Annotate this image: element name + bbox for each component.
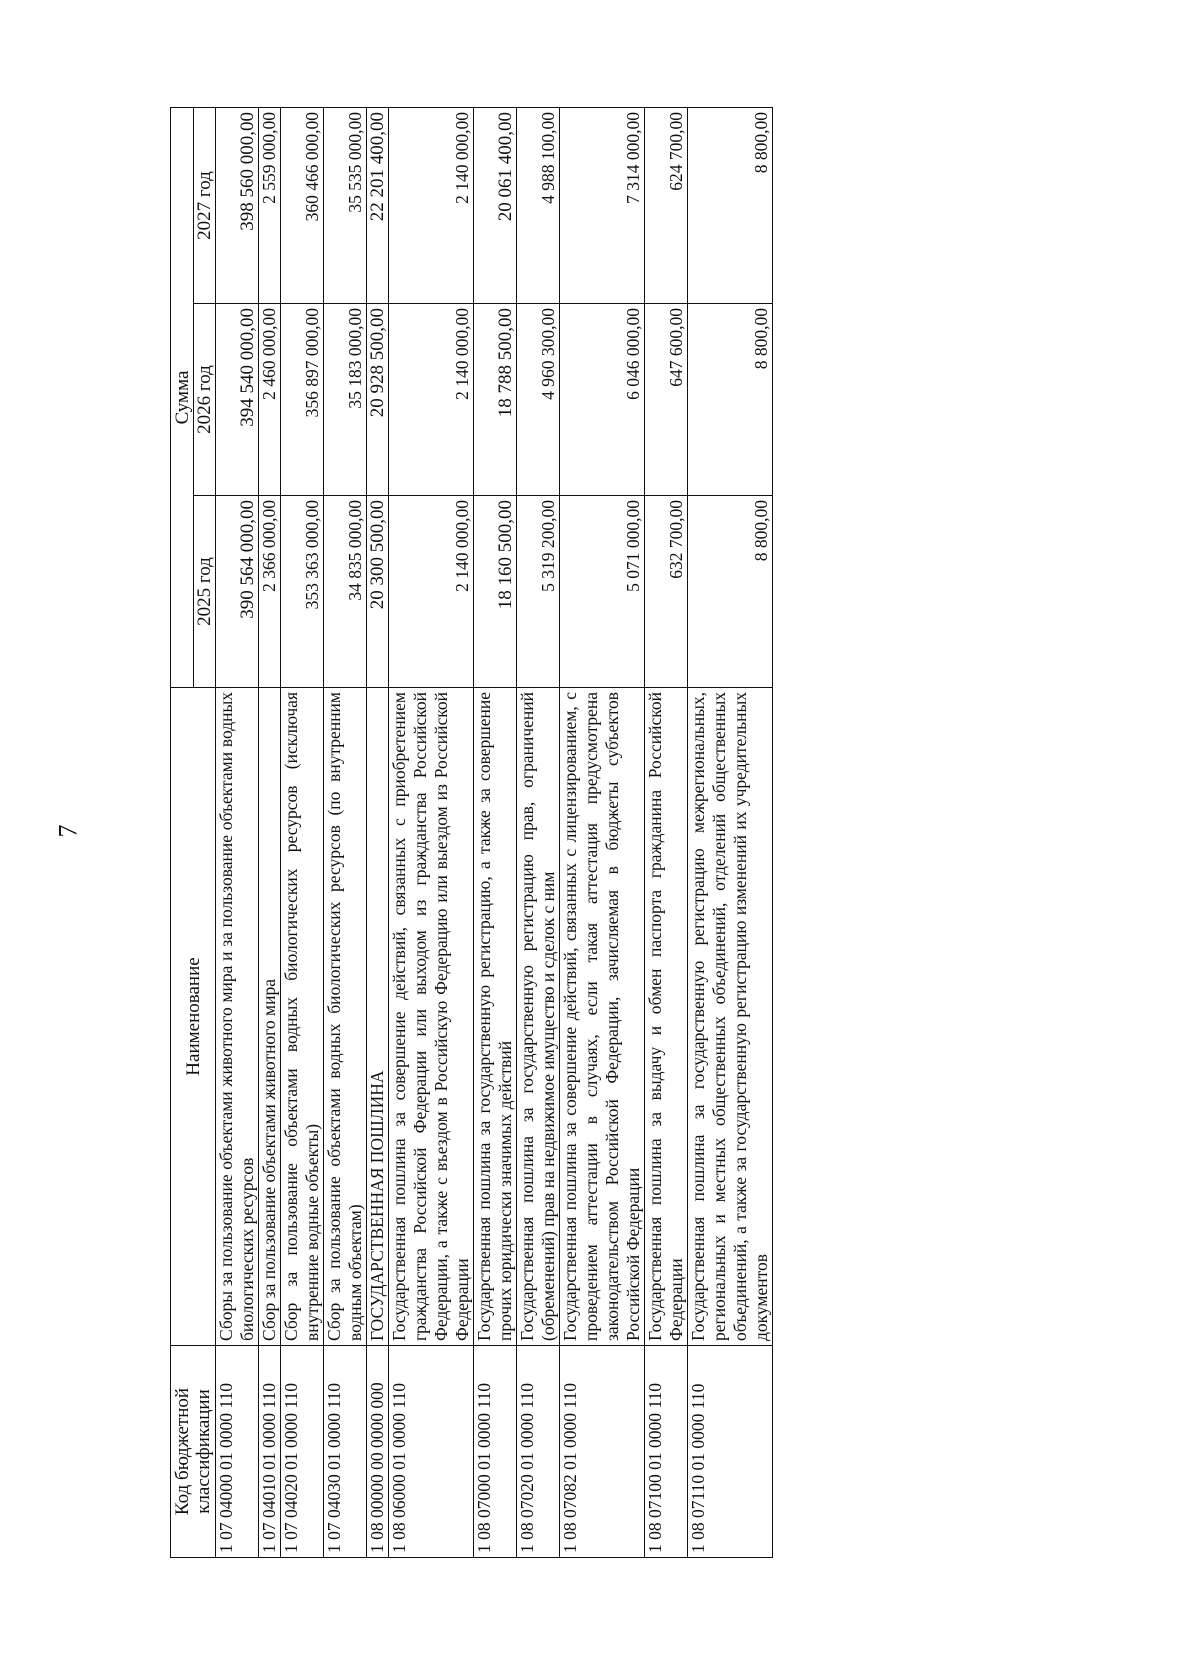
row-name: Сборы за пользование объектами животного мира и за пользование объектами водных биологических ресурсов <box>216 688 259 1346</box>
row-amount-2027: 398 560 000,00 <box>216 108 259 304</box>
row-amount-2026: 20 928 500,00 <box>367 304 389 496</box>
row-code: 1 07 04010 01 0000 110 <box>259 1346 281 1558</box>
row-code: 1 08 07100 01 0000 110 <box>645 1346 688 1558</box>
row-name: Государственная пошлина за государственную регистрацию, а также за совершение прочих юридически значимых действий <box>474 688 517 1346</box>
table-row <box>259 108 281 1558</box>
row-amount-2027: 22 201 400,00 <box>367 108 389 304</box>
row-amount-2025: 20 300 500,00 <box>367 496 389 688</box>
header-year-2026: 2026 год <box>194 304 216 496</box>
row-name: Сбор за пользование объектами животного мира <box>259 688 281 1346</box>
row-amount-2027: 2 140 000,00 <box>389 108 474 304</box>
row-name: Сбор за пользование объектами водных биологических ресурсов (исключая внутренние водные объекты) <box>281 688 324 1346</box>
row-amount-2027: 20 061 400,00 <box>474 108 517 304</box>
row-code: 1 08 07000 01 0000 110 <box>474 1346 517 1558</box>
row-name: Сбор за пользование объектами водных биологических ресурсов (по внутренним водным объектам) <box>324 688 367 1346</box>
row-code: 1 08 07082 01 0000 110 <box>560 1346 645 1558</box>
header-row-top <box>171 108 194 1558</box>
row-amount-2026: 18 788 500,00 <box>474 304 517 496</box>
row-amount-2025: 18 160 500,00 <box>474 496 517 688</box>
row-name: Государственная пошлина за государственную регистрацию прав, ограничений (обременений) прав на недвижимое имущество и сделок с ним <box>517 688 560 1346</box>
table-row <box>367 108 389 1558</box>
row-amount-2027: 2 559 000,00 <box>259 108 281 304</box>
row-amount-2026: 4 960 300,00 <box>517 304 560 496</box>
row-name: ГОСУДАРСТВЕННАЯ ПОШЛИНА <box>367 688 389 1346</box>
header-sum: Сумма <box>171 108 194 688</box>
row-amount-2027: 360 466 000,00 <box>281 108 324 304</box>
table-row <box>688 108 773 1558</box>
row-code: 1 08 06000 01 0000 110 <box>389 1346 474 1558</box>
row-amount-2025: 5 071 000,00 <box>560 496 645 688</box>
row-amount-2027: 8 800,00 <box>688 108 773 304</box>
table-row <box>324 108 367 1558</box>
row-amount-2025: 34 835 000,00 <box>324 496 367 688</box>
table-row <box>517 108 560 1558</box>
table-row <box>216 108 259 1558</box>
row-amount-2027: 7 314 000,00 <box>560 108 645 304</box>
row-amount-2026: 8 800,00 <box>688 304 773 496</box>
row-code: 1 08 07020 01 0000 110 <box>517 1346 560 1558</box>
row-amount-2025: 8 800,00 <box>688 496 773 688</box>
row-amount-2026: 35 183 000,00 <box>324 304 367 496</box>
header-name: Наименование <box>171 688 216 1346</box>
row-amount-2027: 624 700,00 <box>645 108 688 304</box>
row-name: Государственная пошлина за совершение действий, связанных с лицензированием, с проведением аттестации в случаях, если такая аттестация предусмотрена законодательством Российской Федерации, зачисляемая в бюджеты субъектов Российской Федерации <box>560 688 645 1346</box>
row-amount-2025: 5 319 200,00 <box>517 496 560 688</box>
rotated-page-content <box>170 108 1100 1558</box>
table-row <box>389 108 474 1558</box>
page-number: 7 <box>53 824 83 838</box>
header-year-2025: 2025 год <box>194 496 216 688</box>
row-amount-2027: 4 988 100,00 <box>517 108 560 304</box>
table-row <box>645 108 688 1558</box>
row-code: 1 08 07110 01 0000 110 <box>688 1346 773 1558</box>
row-name: Государственная пошлина за выдачу и обмен паспорта гражданина Российской Федерации <box>645 688 688 1346</box>
row-amount-2026: 647 600,00 <box>645 304 688 496</box>
row-name: Государственная пошлина за совершение действий, связанных с приобретением гражданства Российской Федерации или выходом из гражданства Российской Федерации, а также с въездом в Российскую Федерацию или выездом из Российской Федерации <box>389 688 474 1346</box>
header-code: Код бюджетной классификации <box>171 1346 216 1558</box>
row-amount-2025: 2 140 000,00 <box>389 496 474 688</box>
row-amount-2026: 356 897 000,00 <box>281 304 324 496</box>
row-amount-2026: 394 540 000,00 <box>216 304 259 496</box>
row-amount-2025: 353 363 000,00 <box>281 496 324 688</box>
header-year-2027: 2027 год <box>194 108 216 304</box>
row-amount-2026: 2 460 000,00 <box>259 304 281 496</box>
row-code: 1 08 00000 00 0000 000 <box>367 1346 389 1558</box>
row-name: Государственная пошлина за государственную регистрацию межрегиональных, региональных и местных общественных объединений, отделений общественных объединений, а также за государственную регистрацию изменений их учредительных документов <box>688 688 773 1346</box>
row-amount-2027: 35 535 000,00 <box>324 108 367 304</box>
table-row <box>474 108 517 1558</box>
row-code: 1 07 04000 01 0000 110 <box>216 1346 259 1558</box>
table-row <box>281 108 324 1558</box>
row-code: 1 07 04030 01 0000 110 <box>324 1346 367 1558</box>
row-amount-2025: 2 366 000,00 <box>259 496 281 688</box>
table-row <box>560 108 645 1558</box>
row-amount-2025: 632 700,00 <box>645 496 688 688</box>
row-amount-2025: 390 564 000,00 <box>216 496 259 688</box>
budget-table <box>170 107 773 1558</box>
row-code: 1 07 04020 01 0000 110 <box>281 1346 324 1558</box>
row-amount-2026: 2 140 000,00 <box>389 304 474 496</box>
row-amount-2026: 6 046 000,00 <box>560 304 645 496</box>
